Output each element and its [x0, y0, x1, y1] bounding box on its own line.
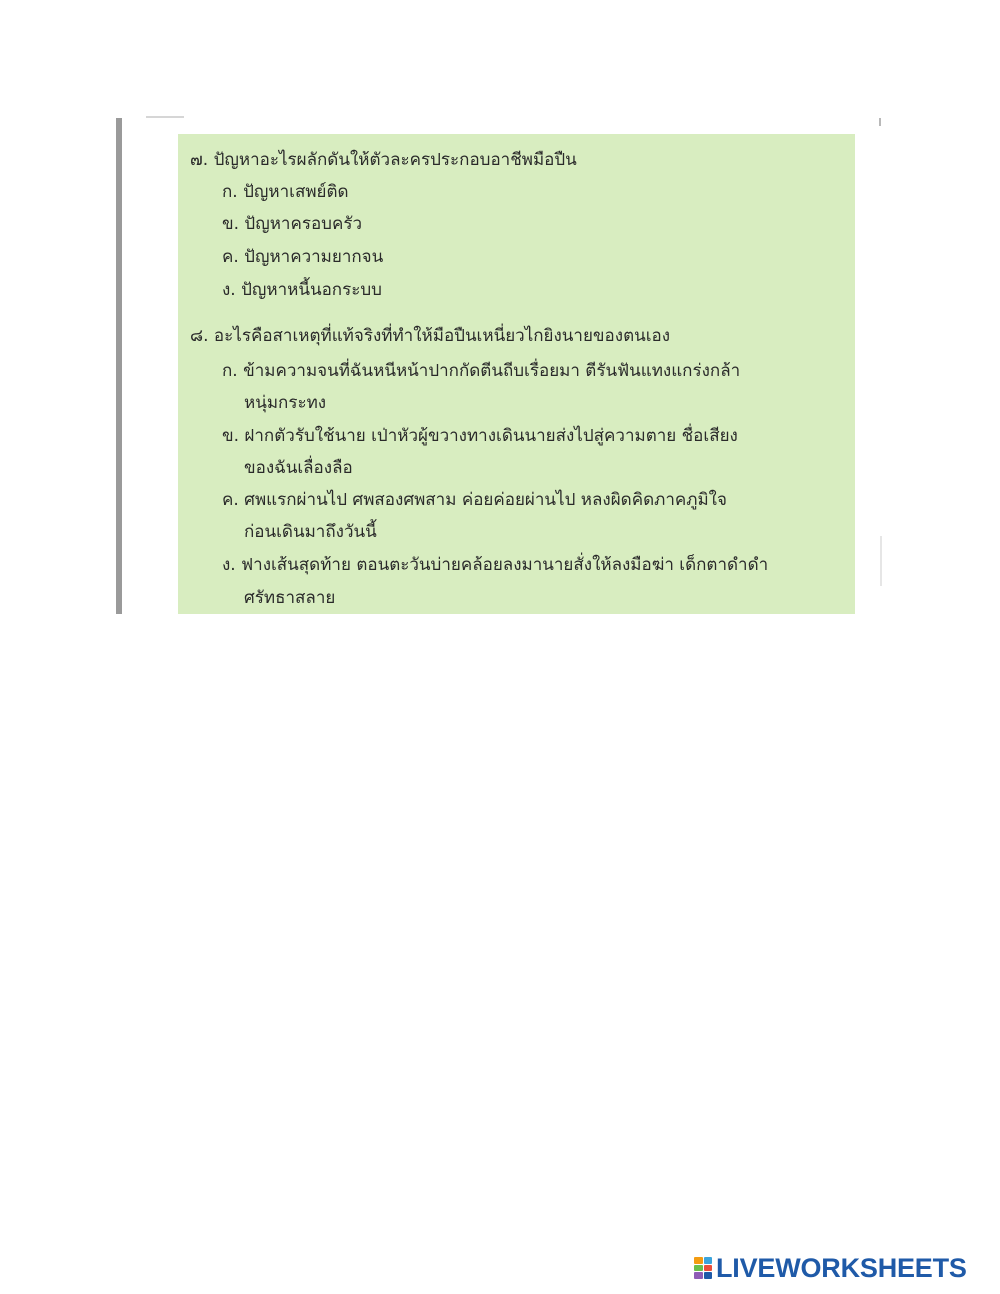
- liveworksheets-logo[interactable]: [694, 1252, 967, 1284]
- question-panel: [178, 134, 855, 614]
- q7-option-b: ข. ปัญหาครอบครัว: [222, 214, 363, 234]
- q8-option-a-line2: หนุ่มกระทง: [244, 393, 327, 413]
- q8-option-a-line1: ก. ข้ามความจนที่ฉันหนีหน้าปากกัดตีนถีบเรื่อยมา ตีรันฟันแทงแกร่งกล้า: [222, 361, 741, 381]
- question-8: ๘. อะไรคือสาเหตุที่แท้จริงที่ทำให้มือปืนเหนี่ยวไกยิงนายของตนเอง: [190, 326, 671, 346]
- question-7: ๗. ปัญหาอะไรผลักดันให้ตัวละครประกอบอาชีพมือปืน: [190, 150, 577, 170]
- q8-option-d-line1: ง. ฟางเส้นสุดท้าย ตอนตะวันบ่ายคล้อยลงมานายสั่งให้ลงมือฆ่า เด็กตาดำดำ: [222, 555, 769, 575]
- q8-option-b-line1: ข. ฝากตัวรับใช้นาย เป่าหัวผู้ขวางทางเดินนายส่งไปสู่ความตาย ชื่อเสียง: [222, 426, 738, 446]
- q8-option-d-line2: ศรัทธาสลาย: [244, 588, 336, 608]
- q7-option-a: ก. ปัญหาเสพย์ติด: [222, 182, 349, 202]
- q8-option-c-line1: ค. ศพแรกผ่านไป ศพสองศพสาม ค่อยค่อยผ่านไป หลงผิดคิดภาคภูมิใจ: [222, 490, 727, 510]
- scan-right-border: [880, 536, 882, 586]
- scan-left-border: [116, 118, 122, 614]
- liveworksheets-icon: [694, 1257, 712, 1279]
- q8-option-c-line2: ก่อนเดินมาถึงวันนี้: [244, 522, 377, 542]
- brand-wordmark: LIVEWORKSHEETS: [716, 1252, 967, 1283]
- q7-option-d: ง. ปัญหาหนี้นอกระบบ: [222, 280, 382, 300]
- scan-top-border: [146, 116, 184, 118]
- scan-right-mark: [879, 118, 881, 126]
- q7-option-c: ค. ปัญหาความยากจน: [222, 247, 384, 267]
- q8-option-b-line2: ของฉันเลื่องลือ: [244, 458, 353, 478]
